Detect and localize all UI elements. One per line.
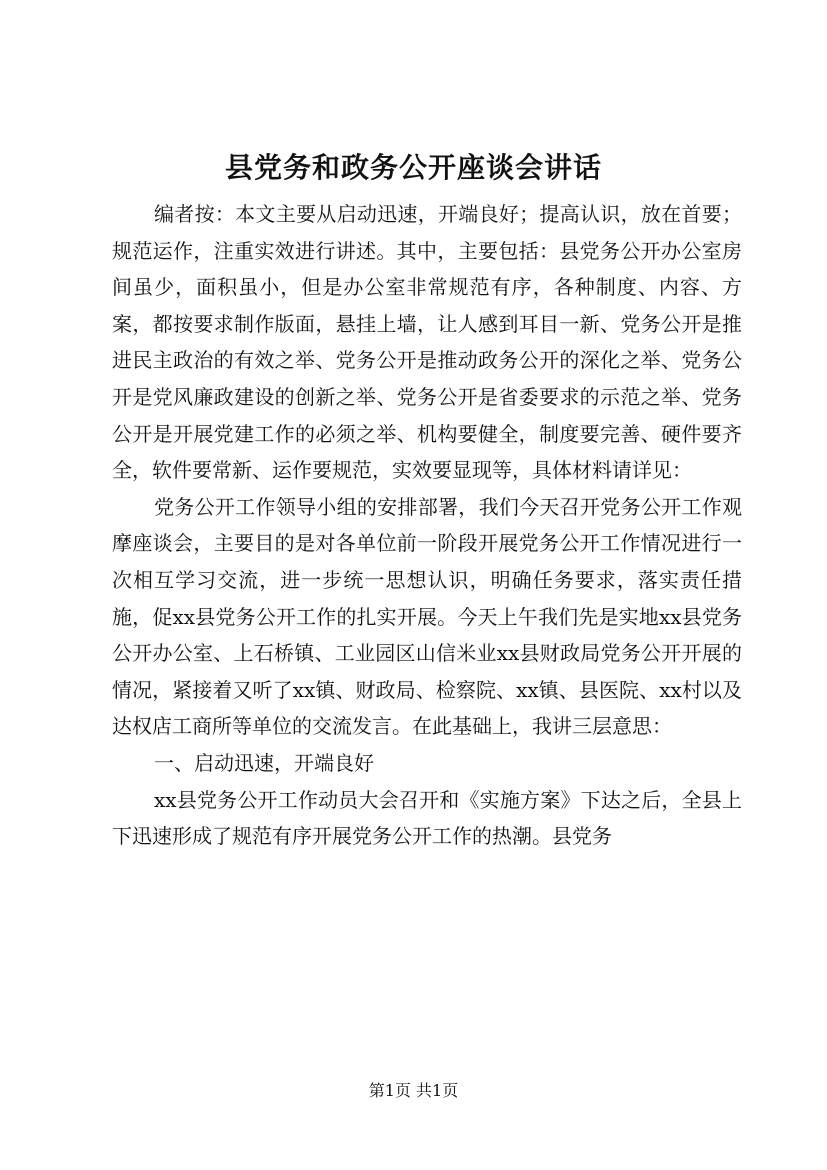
body-paragraph-1: 党务公开工作领导小组的安排部署，我们今天召开党务公开工作观摩座谈会，主要目的是对各单位前一阶段开展党务公开工作情况进行一次相互学习交流，进一步统一思想认识，明确任务要求，落实责任措施，促xx县党务公开工作的扎实开展。今天上午我们先是实地xx县党务公开办公室、上石桥镇、工业园区山信米业xx县财政局党务公开开展的情况，紧接着又听了xx镇、财政局、检察院、xx镇、县医院、xx村以及达权店工商所等单位的交流发言。在此基础上，我讲三层意思： (112, 494, 742, 739)
editor-note-paragraph: 编者按：本文主要从启动迅速，开端良好；提高认识，放在首要；规范运作，注重实效进行讲述。其中，主要包括：县党务公开办公室房间虽少，面积虽小，但是办公室非常规范有序，各种制度、内容、方案，都按要求制作版面，悬挂上墙，让人感到耳目一新、党务公开是推进民主政治的有效之举、党务公开是推动政务公开的深化之举、党务公开是党风廉政建设的创新之举、党务公开是省委要求的示范之举、党务公开是开展党建工作的必须之举、机构要健全，制度要完善、硬件要齐全，软件要常新、运作要规范，实效要显现等，具体材料请详见： (112, 202, 742, 483)
page-footer: 第1页 共1页 (368, 1081, 459, 1100)
document-body (112, 196, 742, 855)
section-heading-1: 一、启动迅速，开端良好 (154, 750, 374, 775)
body-paragraph-2: xx县党务公开工作动员大会召开和《实施方案》下达之后，全县上下迅速形成了规范有序开展党务公开工作的热潮。县党务 (112, 787, 742, 849)
document-title: 县党务和政务公开座谈会讲话 (224, 151, 602, 184)
